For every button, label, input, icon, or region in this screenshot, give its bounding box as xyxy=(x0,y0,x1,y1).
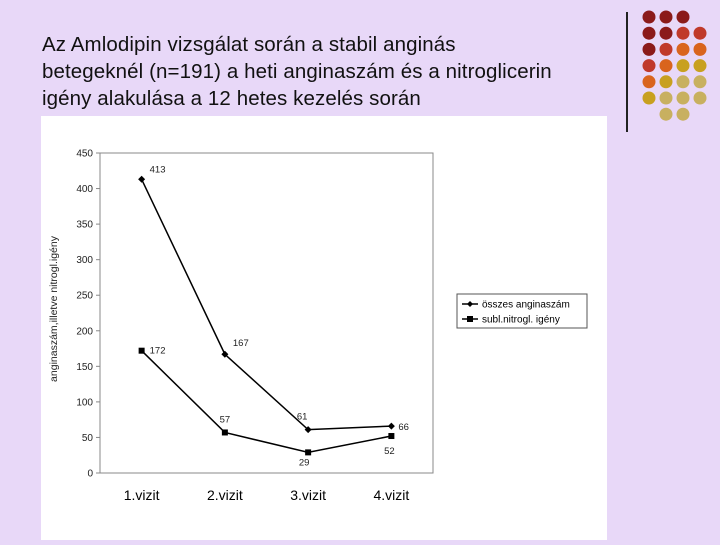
decor-dot xyxy=(677,11,690,24)
decorative-divider xyxy=(626,12,628,132)
decor-dot xyxy=(643,11,656,24)
data-point-square xyxy=(388,433,394,439)
decor-dot xyxy=(643,43,656,56)
decor-dot xyxy=(660,108,673,121)
decor-dot xyxy=(643,75,656,88)
data-point-square xyxy=(222,429,228,435)
x-category-label: 2.vizit xyxy=(206,487,243,503)
y-tick-label: 50 xyxy=(81,432,93,444)
data-label: 61 xyxy=(296,411,308,423)
decor-dot xyxy=(660,27,673,40)
title-line-1: Az Amlodipin vizsgálat során a stabil anginás xyxy=(42,33,456,56)
decor-dot xyxy=(677,43,690,56)
decor-dot xyxy=(660,11,673,24)
data-label: 167 xyxy=(232,338,249,350)
y-tick-label: 350 xyxy=(76,219,93,231)
legend-marker-square xyxy=(467,316,473,322)
decor-dot xyxy=(660,75,673,88)
x-category-label: 1.vizit xyxy=(123,487,160,503)
decor-dot xyxy=(677,108,690,121)
y-tick-label: 250 xyxy=(76,290,93,302)
legend-entry-label: subl.nitrogl. igény xyxy=(482,314,560,326)
plot-area-border xyxy=(100,153,433,473)
series-line-1 xyxy=(142,179,392,429)
decor-dot xyxy=(677,27,690,40)
series-line-2 xyxy=(142,351,392,453)
x-category-label: 3.vizit xyxy=(290,487,327,503)
decor-dot xyxy=(643,27,656,40)
slide-title xyxy=(42,31,632,112)
data-label: 172 xyxy=(149,345,166,357)
title-line-2: betegeknél (n=191) a heti anginaszám és a nitroglicerin xyxy=(42,60,552,83)
decor-dot xyxy=(660,92,673,105)
title-line-3: igény alakulása a 12 hetes kezelés során xyxy=(42,87,421,110)
decor-dot xyxy=(643,59,656,72)
data-label: 413 xyxy=(149,164,166,176)
decor-dot xyxy=(660,43,673,56)
decor-dot xyxy=(694,75,707,88)
y-axis-label: anginaszám,illetve nitrogl.igény xyxy=(48,236,60,382)
y-tick-label: 150 xyxy=(76,361,93,373)
decor-dot xyxy=(694,27,707,40)
legend-entry-label: összes anginaszám xyxy=(482,299,570,311)
data-point-diamond xyxy=(388,423,395,430)
decor-dot xyxy=(694,43,707,56)
line-chart xyxy=(41,116,607,540)
y-tick-label: 200 xyxy=(76,326,93,338)
data-label: 29 xyxy=(298,457,310,469)
data-label: 66 xyxy=(398,422,409,434)
y-tick-label: 400 xyxy=(76,184,93,196)
decor-dot xyxy=(694,92,707,105)
y-tick-label: 450 xyxy=(76,148,93,160)
decorative-dot-grid xyxy=(640,8,720,123)
data-label: 52 xyxy=(384,446,395,458)
y-tick-label: 100 xyxy=(76,397,93,409)
decor-dot xyxy=(660,59,673,72)
data-point-square xyxy=(305,449,311,455)
decor-dot xyxy=(677,59,690,72)
decor-dot xyxy=(643,92,656,105)
y-tick-label: 300 xyxy=(76,255,93,267)
decor-dot xyxy=(677,92,690,105)
y-tick-label: 0 xyxy=(87,468,93,480)
data-point-diamond xyxy=(138,176,145,183)
decor-dot xyxy=(677,75,690,88)
chart-panel xyxy=(41,116,607,540)
decor-dot xyxy=(694,59,707,72)
data-point-square xyxy=(139,348,145,354)
x-category-label: 4.vizit xyxy=(373,487,410,503)
data-label: 57 xyxy=(219,414,231,426)
